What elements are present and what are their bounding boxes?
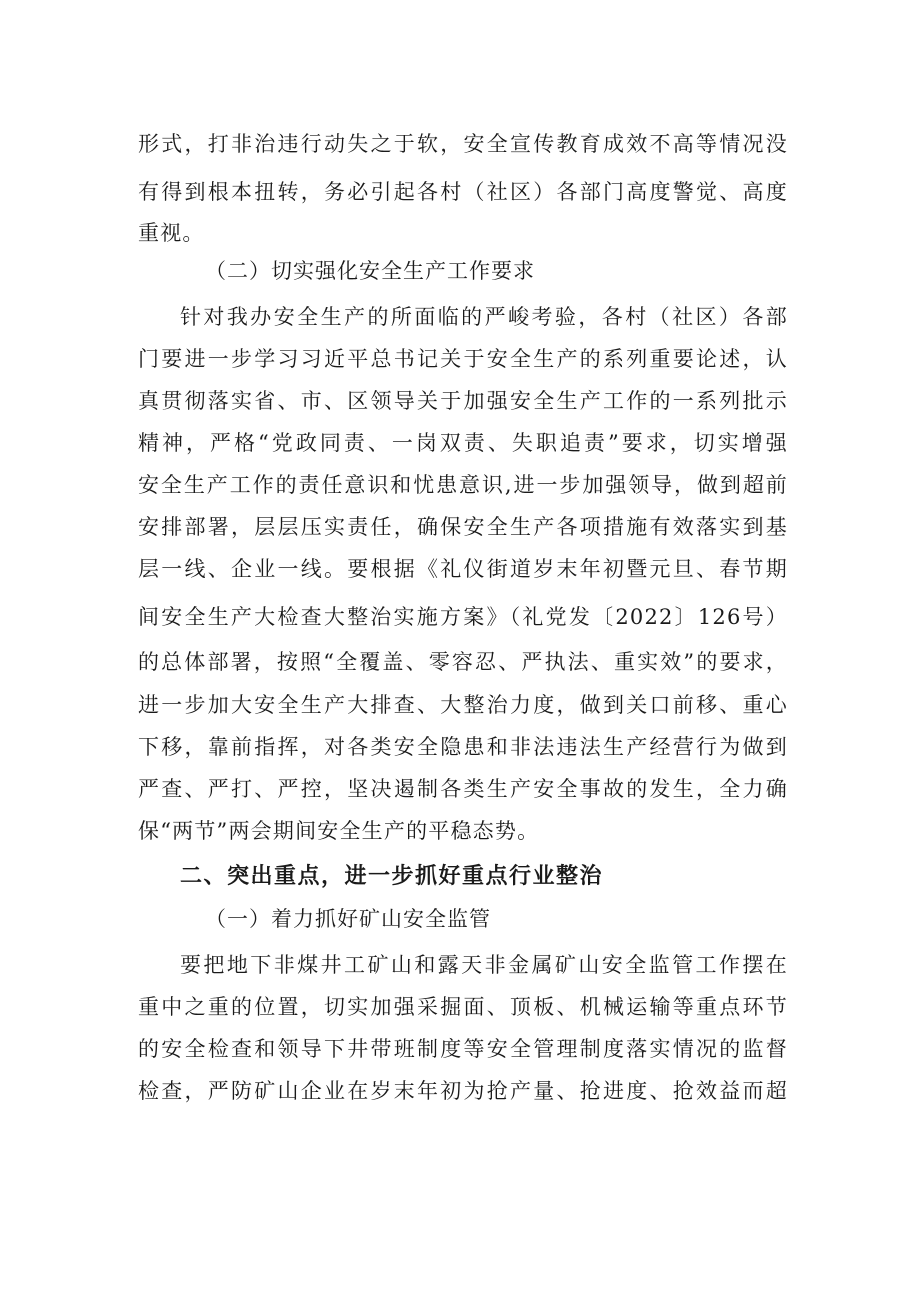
paragraph-line: 检查，严防矿山企业在岁末年初为抢产量、抢进度、抢效益而超: [138, 1079, 788, 1103]
paragraph-line: 要把地下非煤井工矿山和露天非金属矿山安全监管工作摆在: [180, 953, 788, 977]
paragraph-line: 进一步加大安全生产大排查、大整治力度，做到关口前移、重心: [138, 693, 788, 717]
paragraph-line: 的安全检查和领导下井带班制度等安全管理制度落实情况的监督: [138, 1037, 788, 1061]
paragraph-line: 保“两节”两会期间安全生产的平稳态势。: [138, 819, 540, 843]
subheading-mine-safety: （一）着力抓好矿山安全监管: [205, 907, 491, 931]
section-heading-focus-industries: 二、突出重点，进一步抓好重点行业整治: [180, 864, 604, 889]
paragraph-line: 真贯彻落实省、市、区领导关于加强安全生产工作的一系列批示: [138, 389, 788, 413]
paragraph-line: 下移，靠前指挥，对各类安全隐患和非法违法生产经营行为做到: [138, 735, 788, 759]
paragraph-line: 的总体部署，按照“全覆盖、零容忍、严执法、重实效”的要求，: [138, 650, 788, 674]
paragraph-line: 安排部署，层层压实责任，确保安全生产各项措施有效落实到基: [138, 515, 788, 539]
paragraph-line: 形式，打非治违行动失之于软，安全宣传教育成效不高等情况没: [138, 132, 788, 156]
paragraph-line: 严查、严打、严控，坚决遏制各类生产安全事故的发生，全力确: [138, 777, 788, 801]
paragraph-line: 间安全生产大检查大整治实施方案》（礼党发〔2022〕126号）: [138, 605, 788, 629]
paragraph-line: 精神，严格“党政同责、一岗双责、失职追责”要求，切实增强: [138, 431, 788, 455]
paragraph-line: 层一线、企业一线。要根据《礼仪街道岁末年初暨元旦、春节期: [138, 557, 788, 581]
paragraph-line: 安全生产工作的责任意识和忧患意识,进一步加强领导，做到超前: [138, 473, 788, 497]
paragraph-line: 针对我办安全生产的所面临的严峻考验，各村（社区）各部: [180, 305, 788, 329]
subheading-strengthen-requirements: （二）切实强化安全生产工作要求: [205, 259, 535, 283]
paragraph-line: 门要进一步学习习近平总书记关于安全生产的系列重要论述，认: [138, 347, 788, 371]
paragraph-line: 有得到根本扭转，务必引起各村（社区）各部门高度警觉、高度: [138, 180, 788, 204]
paragraph-line: 重视。: [138, 221, 205, 245]
paragraph-line: 重中之重的位置，切实加强采掘面、顶板、机械运输等重点环节: [138, 995, 788, 1019]
